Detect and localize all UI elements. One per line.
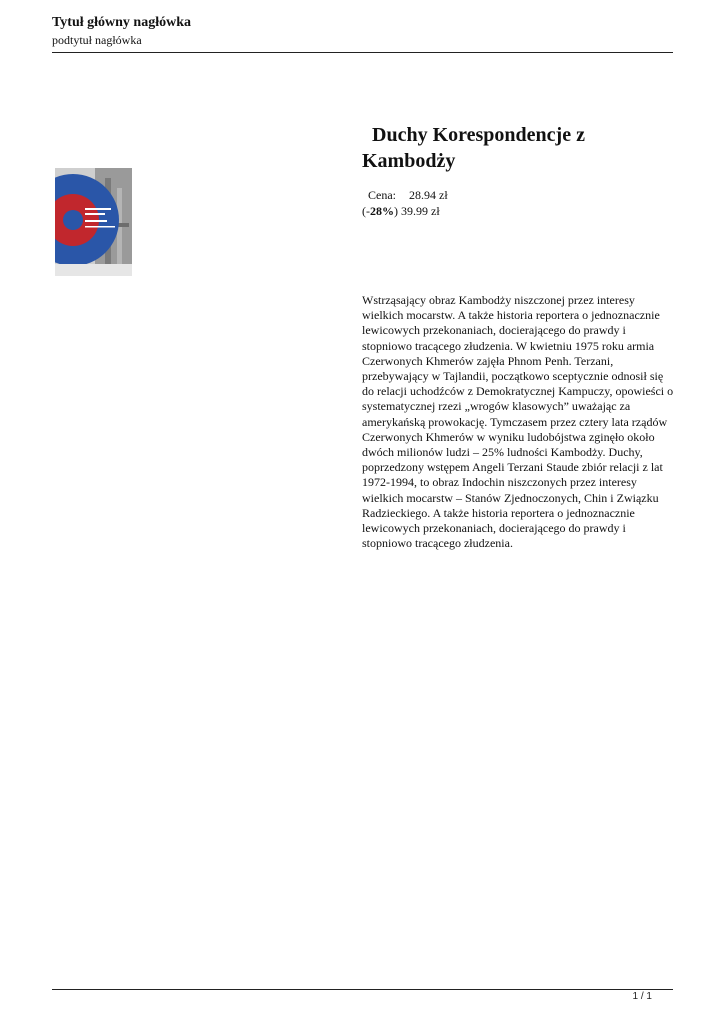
product-title-text: Duchy Korespondencje z Kambodży (362, 124, 585, 172)
footer-divider (52, 989, 673, 990)
page-header (52, 14, 672, 48)
current-price: 28.94 zł (409, 188, 448, 202)
header-title: Tytuł główny nagłówka (52, 15, 191, 30)
discount-badge: 28% (370, 204, 394, 218)
price-label: Cena: (368, 188, 396, 202)
product-description: Wstrząsający obraz Kambodży niszczonej przez interesy wielkich mocarstw. A także historia reportera o jednoznacznie lewicowych przekonaniach, docierającego do prawdy i stopniowo tracącego złudzenia. W kwietniu 1975 roku armia Czerwonych Khmerów zajęła Phnom Penh. Terzani, przebywający w Tajlandii, początkowo sceptycznie odnosił się do relacji uchodźców z Demokratycznej Kampuczy, opowieści o systematycznej rzezi „wrogów klasowych” uważając za amerykańską prowokację. Tymczasem przez cztery lata rządów Czerwonych Khmerów w wyniku ludobójstwa zginęło około dwóch milionów ludzi – 25% ludności Kambodży. Duchy, poprzedzony wstępem Angeli Terzani Staude zbiór relacji z lat 1972-1994, to obraz Indochin niszczonych przez interesy wielkich mocarstw – Stanów Zjednoczonych, Chin i Związku Radzieckiego. A także historia reportera o jednoznacznie lewicowych przekonaniach, docierającego do prawdy i stopniowo tracącego złudzenia. (362, 293, 674, 551)
header-subtitle: podtytuł nagłówka (52, 33, 142, 47)
page-number: 1 / 1 (632, 991, 652, 1002)
current-price-row (362, 187, 662, 203)
discount-close: ) (394, 204, 398, 218)
product-title (362, 122, 662, 174)
discount-open: (- (362, 204, 370, 218)
old-price-row (362, 203, 662, 219)
old-price: 39.99 zł (401, 204, 440, 218)
price-block (362, 187, 662, 219)
book-cover-image (55, 168, 132, 276)
header-divider (52, 52, 673, 53)
